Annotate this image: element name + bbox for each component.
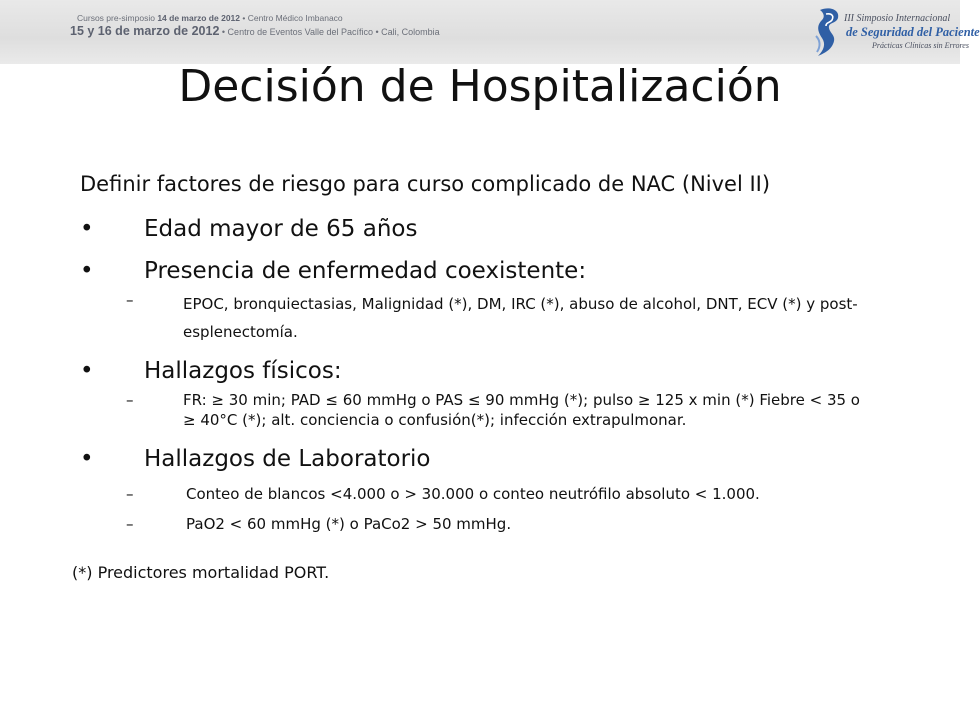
sub-text: PaO2 < 60 mmHg (*) o PaCo2 > 50 mmHg.: [186, 515, 512, 533]
sub-laboratorio-2: [80, 514, 876, 534]
bullet-symbol: •: [80, 258, 94, 284]
sub-laboratorio-1: [80, 484, 876, 504]
event-info: [70, 12, 440, 39]
bullet-fisicos: [80, 356, 900, 386]
bullet-symbol: •: [80, 358, 94, 384]
event-line1-date: 14 de marzo de 2012: [157, 13, 240, 23]
bullet-label: Hallazgos físicos:: [144, 358, 342, 384]
event-line2-dates: 15 y 16 de marzo de 2012: [70, 24, 220, 38]
logo-line-3: Prácticas Clínicas sin Errores: [872, 41, 969, 50]
dash-symbol: –: [126, 515, 134, 533]
bullet-label: Edad mayor de 65 años: [144, 216, 418, 242]
event-line-2: [70, 25, 440, 39]
event-line1-prefix: Cursos pre-simposio: [77, 13, 158, 23]
sub-text: EPOC, bronquiectasias, Malignidad (*), DM, IRC (*), abuso de alcohol, DNT, ECV (*) y post-esplenectomía.: [183, 295, 858, 341]
event-line2-rest: • Centro de Eventos Valle del Pacífico • Cali, Colombia: [219, 27, 440, 37]
dash-symbol: –: [126, 291, 134, 309]
bullet-symbol: •: [80, 446, 94, 472]
intro-text: Definir factores de riesgo para curso complicado de NAC (Nivel II): [80, 172, 771, 196]
symposium-logo: [812, 6, 980, 60]
event-line1-suffix: • Centro Médico Imbanaco: [240, 13, 343, 23]
sub-fisicos: [80, 390, 873, 430]
sub-text: Conteo de blancos <4.000 o > 30.000 o conteo neutrófilo absoluto < 1.000.: [186, 485, 760, 503]
bullet-label: Hallazgos de Laboratorio: [144, 446, 431, 472]
logo-line-1: III Simposio Internacional: [844, 13, 951, 24]
sub-text: FR: ≥ 30 min; PAD ≤ 60 mmHg o PAS ≤ 90 mmHg (*); pulso ≥ 125 x min (*) Fiebre < 35 o ≥ 40°C (*); alt. conciencia o confusión(*); infección extrapulmonar.: [183, 391, 860, 429]
bullet-edad: [80, 214, 900, 244]
bullet-label: Presencia de enfermedad coexistente:: [144, 258, 587, 284]
sub-coexistente: [80, 290, 873, 346]
footnote: (*) Predictores mortalidad PORT.: [72, 563, 330, 582]
patient-safety-logo-icon: [812, 6, 844, 58]
dash-symbol: –: [126, 485, 134, 503]
bullet-symbol: •: [80, 216, 94, 242]
header-band: [0, 0, 980, 64]
bullet-coexistente: [80, 256, 900, 286]
dash-symbol: –: [126, 391, 134, 409]
slide-title: Decisión de Hospitalización: [178, 61, 782, 112]
slide-content: [72, 168, 900, 584]
logo-line-2: de Seguridad del Paciente: [846, 25, 980, 39]
bullet-laboratorio: [80, 444, 900, 474]
